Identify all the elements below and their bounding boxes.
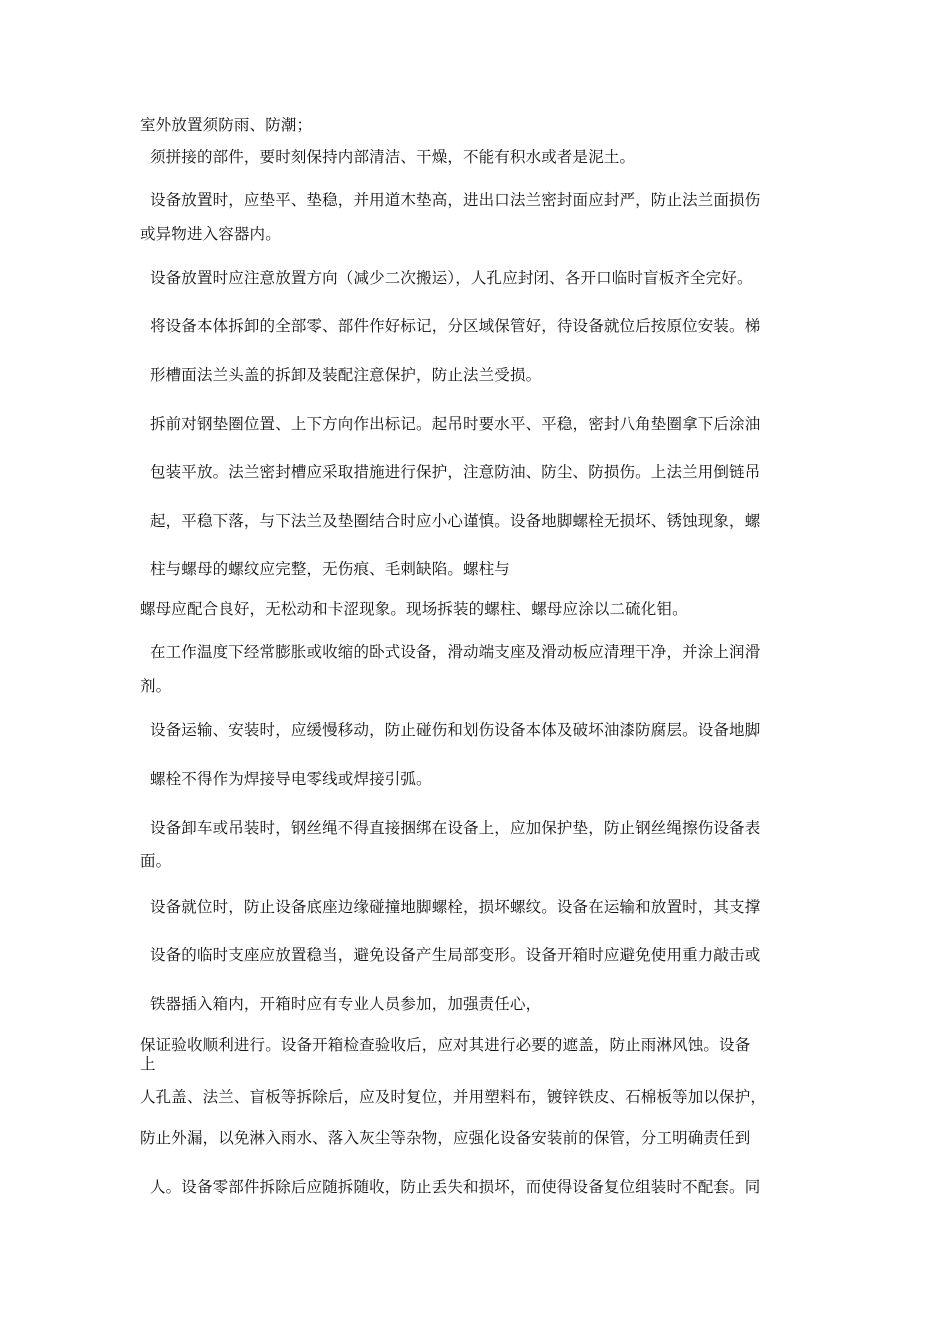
- text-line: 设备运输、安装时，应缓慢移动，防止碰伤和划伤设备本体及破坏油漆防腐层。设备地脚: [150, 721, 761, 739]
- text-line: 在工作温度下经常膨胀或收缩的卧式设备，滑动端支座及滑动板应清理干净，并涂上润滑: [150, 643, 761, 661]
- text-line: 须拼接的部件，要时刻保持内部清洁、干燥，不能有积水或者是泥土。: [150, 148, 636, 166]
- text-line: 包装平放。法兰密封槽应采取措施进行保护，注意防油、防尘、防损伤。上法兰用倒链吊: [150, 463, 761, 481]
- text-line: 将设备本体拆卸的全部零、部件作好标记，分区域保管好，待设备就位后按原位安装。梯: [150, 317, 761, 335]
- text-line: 设备卸车或吊装时，钢丝绳不得直接捆绑在设备上，应加保护垫，防止钢丝绳擦伤设备表: [150, 819, 761, 837]
- text-line: 人。设备零部件拆除后应随拆随收，防止丢失和损坏，而使得设备复位组装时不配套。同: [150, 1178, 761, 1196]
- text-line: 柱与螺母的螺纹应完整，无伤痕、毛刺缺陷。螺柱与: [150, 560, 510, 578]
- text-line: 室外放置须防雨、防潮；: [140, 116, 313, 134]
- text-line: 防止外漏，以免淋入雨水、落入灰尘等杂物，应强化设备安装前的保管，分工明确责任到: [140, 1129, 751, 1147]
- text-line: 上: [140, 1055, 156, 1073]
- text-line: 设备放置时应注意放置方向（减少二次搬运），人孔应封闭、各开口临时盲板齐全完好。: [150, 269, 753, 287]
- text-line: 保证验收顺利进行。设备开箱检查验收后，应对其进行必要的遮盖，防止雨淋风蚀。设备: [140, 1036, 751, 1054]
- text-line: 人孔盖、法兰、盲板等拆除后，应及时复位，并用塑料布，镀锌铁皮、石棉板等加以保护，: [140, 1088, 767, 1106]
- text-line: 剂。: [140, 677, 172, 695]
- text-line: 形槽面法兰头盖的拆卸及装配注意保护，防止法兰受损。: [150, 366, 542, 384]
- text-line: 拆前对钢垫圈位置、上下方向作出标记。起吊时要水平、平稳，密封八角垫圈拿下后涂油: [150, 415, 761, 433]
- text-line: 设备放置时，应垫平、垫稳，并用道木垫高，进出口法兰密封面应封严，防止法兰面损伤: [150, 191, 761, 209]
- text-line: 起，平稳下落，与下法兰及垫圈结合时应小心谨慎。设备地脚螺栓无损坏、锈蚀现象，螺: [150, 512, 761, 530]
- text-line: 面。: [140, 852, 172, 870]
- text-line: 螺母应配合良好，无松动和卡涩现象。现场拆装的螺柱、螺母应涂以二硫化钼。: [140, 600, 688, 618]
- text-line: 设备就位时，防止设备底座边缘碰撞地脚螺栓，损坏螺纹。设备在运输和放置时，其支撑: [150, 898, 761, 916]
- text-line: 或异物进入容器内。: [140, 225, 281, 243]
- text-line: 设备的临时支座应放置稳当，避免设备产生局部变形。设备开箱时应避免使用重力敲击或: [150, 946, 761, 964]
- text-line: 铁器插入箱内，开箱时应有专业人员参加，加强责任心，: [150, 995, 542, 1013]
- text-line: 螺栓不得作为焊接导电零线或焊接引弧。: [150, 770, 432, 788]
